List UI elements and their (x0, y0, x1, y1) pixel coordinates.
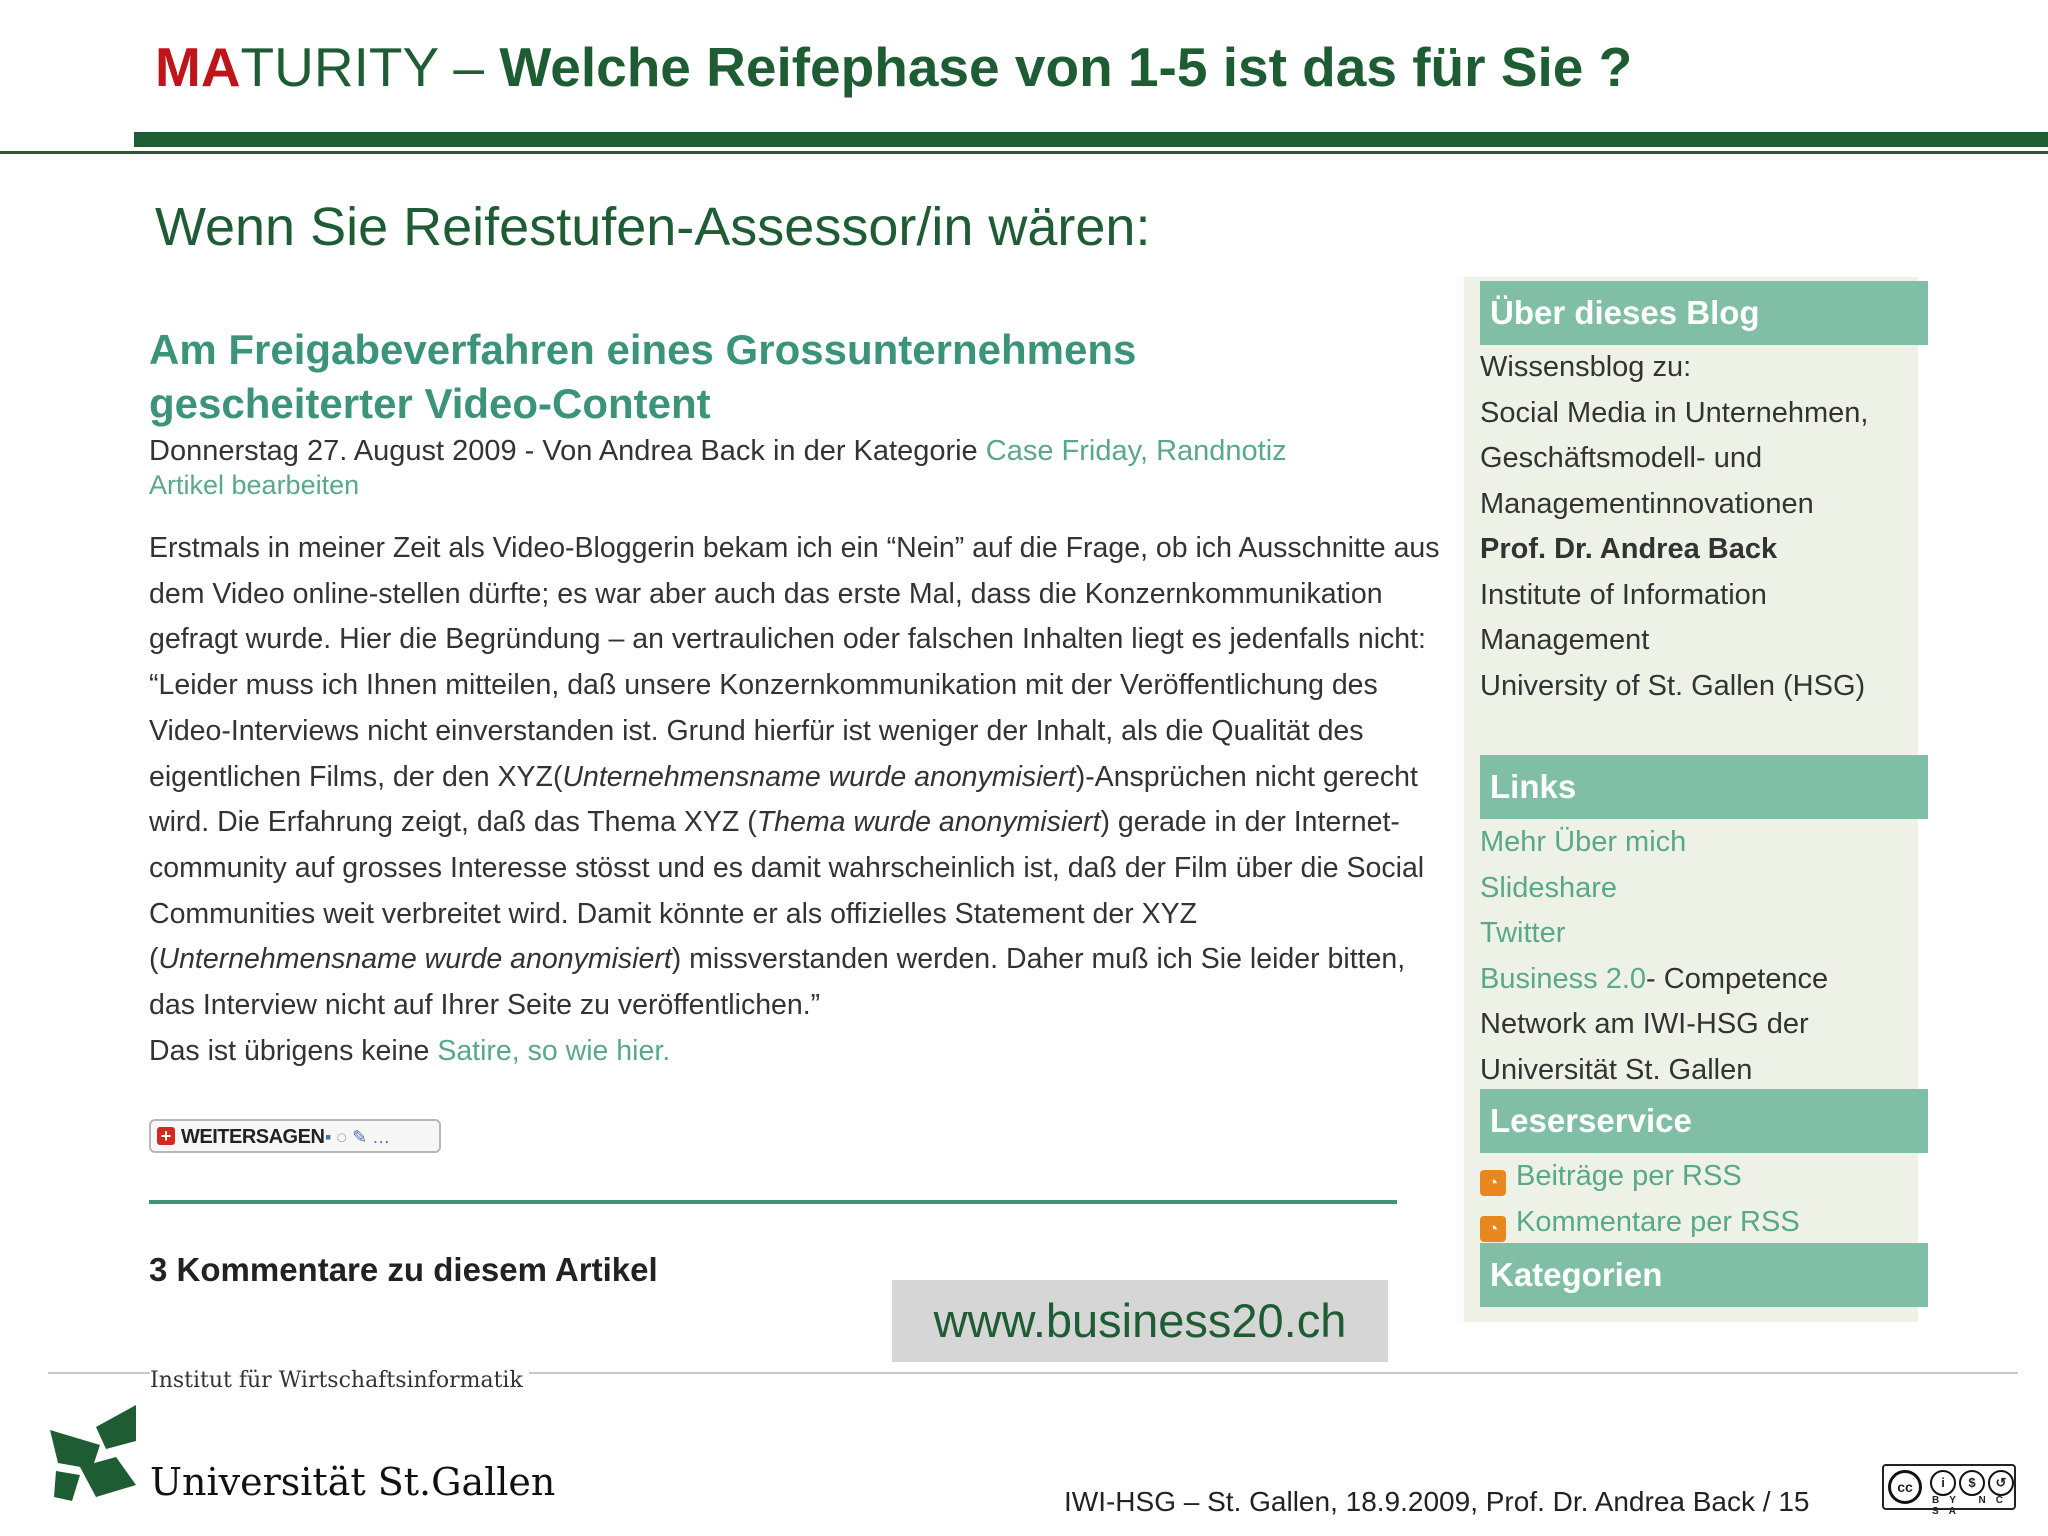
comments-heading: 3 Kommentare zu diesem Artikel (149, 1251, 658, 1288)
post-meta-text: Donnerstag 27. August 2009 - Von Andrea Back in der Kategorie (149, 435, 986, 467)
links-list: Mehr Über mich Slideshare Twitter Business 2.0- Competence Network am IWI-HSG der Universität St. Gallen (1480, 820, 1828, 1093)
slide-subtitle: Wenn Sie Reifestufen-Assessor/in wären: (155, 197, 1151, 257)
post-title[interactable]: Am Freigabeverfahren eines Grossunternehmens gescheiterter Video-Content (149, 326, 1137, 427)
share-plus-icon: + (157, 1127, 175, 1145)
sidebar-header-about: Über dieses Blog (1480, 281, 1928, 345)
institute-label: Institut für Wirtschaftsinformatik (150, 1368, 529, 1393)
category-link-randnotiz[interactable]: Randnotiz (1156, 435, 1287, 467)
rss-posts-link[interactable]: ◔ Beiträge per RSS (1480, 1154, 1800, 1200)
sidebar-header-reader-service: Leserservice (1480, 1089, 1928, 1153)
blog-post (134, 277, 1456, 1322)
link-about-me[interactable]: Mehr Über mich (1480, 826, 1687, 858)
title-question: Welche Reifephase von 1-5 ist das für Sie ? (499, 36, 1633, 98)
link-slideshare[interactable]: Slideshare (1480, 871, 1618, 904)
title-ma: MA (155, 36, 241, 98)
link-business-20[interactable]: Business 2.0 (1480, 962, 1647, 995)
share-service-icons: ▪ ◌ ✎ … (325, 1127, 391, 1147)
author-name: Prof. Dr. Andrea Back (1480, 533, 1778, 565)
edit-article-link[interactable]: Artikel bearbeiten (149, 470, 360, 500)
rss-icon: ◔ (1480, 1170, 1506, 1196)
share-button[interactable] (149, 1119, 441, 1153)
about-text: Wissensblog zu: Social Media in Unternehmen, Geschäftsmodell- und Managementinnovationen (1480, 351, 1869, 520)
rss-comments-link[interactable]: ◔ Kommentare per RSS (1480, 1200, 1800, 1246)
sidebar-header-links: Links (1480, 755, 1928, 819)
category-separator: , (1139, 435, 1157, 467)
footer-info: IWI-HSG – St. Gallen, 18.9.2009, Prof. Dr. Andrea Back / 15 (1064, 1486, 1810, 1517)
title-turity: TURITY (240, 36, 439, 98)
title-bar (134, 132, 2048, 147)
author-info: Prof. Dr. Andrea Back Institute of Information Management University of St. Gallen (HSG) (1480, 527, 1865, 709)
post-paragraph: Erstmals in meiner Zeit als Video-Bloggerin bekam ich ein “Nein” auf die Frage, ob ich Ausschnitte aus dem Video online-stellen dürfte; es war aber auch das erste Mal, dass die Konzernkommunikation gefragt wurde. Hier die Begründung – an vertraulichen oder falschen Inhalten liegt es jedenfalls nicht: (149, 532, 1440, 656)
blog-screenshot (134, 277, 1898, 1322)
url-callout: www.business20.ch (892, 1280, 1388, 1362)
post-meta (149, 434, 1287, 468)
comments-divider (149, 1200, 1397, 1204)
cc-license-icon: cc i $ ↺ BY NC SA (1882, 1464, 2016, 1510)
university-logo (50, 1405, 136, 1506)
rss-list (1480, 1154, 1800, 1245)
blog-sidebar (1464, 277, 1918, 1322)
share-label: WEITERSAGEN (181, 1126, 325, 1148)
rss-icon: ◔ (1480, 1216, 1506, 1242)
slide-title (155, 34, 1632, 100)
sidebar-header-categories: Kategorien (1480, 1243, 1928, 1307)
satire-link[interactable]: Satire, so wie hier. (437, 1034, 671, 1067)
link-twitter[interactable]: Twitter (1480, 917, 1566, 949)
university-name: Universität St.Gallen (150, 1460, 556, 1504)
post-body (149, 526, 1449, 1074)
title-underline (0, 151, 2048, 154)
title-dash: – (438, 36, 500, 98)
category-link-case-friday[interactable]: Case Friday (985, 435, 1140, 467)
post-quote: “Leider muss ich Ihnen mitteilen, daß unsere Konzernkommunikation mit der Veröffentlichung des Video-Interviews nicht einverstanden ist. Grund hierfür ist weniger der Inhalt, als die Qualität des eigentlichen Films, der den XYZ(Unternehmensname wurde anonymisiert)-Ansprüchen nicht gerecht wird. Die Erfahrung zeigt, daß das Thema XYZ (Thema wurde anonymisiert) gerade in der Internet-community auf grosses Interesse stösst und es damit wahrscheinlich ist, daß der Film über die Social Communities weit verbreitet wird. Damit könnte er als offizielles Statement der XYZ (Unternehmensname wurde anonymisiert) missverstanden werden. Daher muß ich Sie leider bitten, das Interview nicht auf Ihrer Seite zu veröffentlichen.” (149, 669, 1425, 1022)
post-closing: Das ist übrigens keine Satire, so wie hier. (149, 1034, 671, 1067)
